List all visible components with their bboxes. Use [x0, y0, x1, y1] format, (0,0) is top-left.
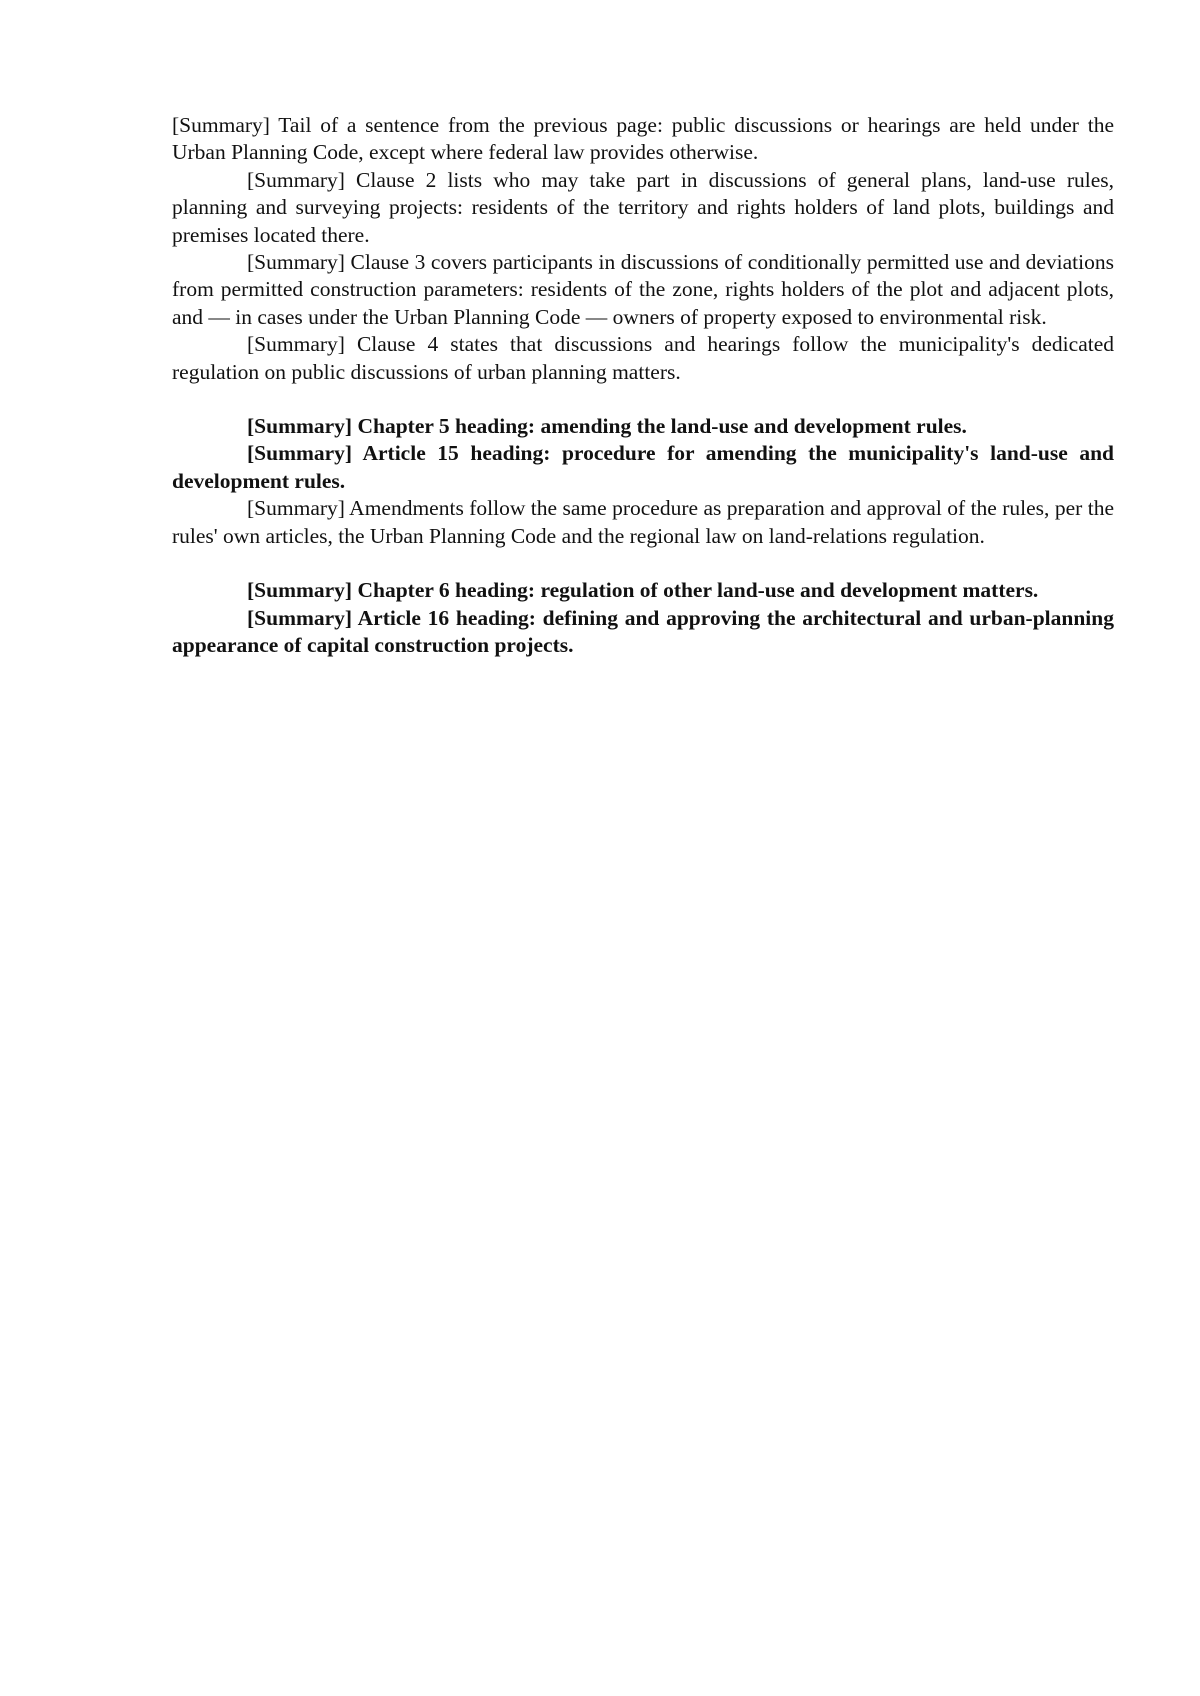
chapter-5-heading: [Summary] Chapter 5 heading: amending the land-use and development rules.	[247, 414, 967, 439]
article-16-heading: [Summary] Article 16 heading: defining and approving the architectural and urban-planning appearance of capital construction projects.	[172, 605, 1114, 657]
paragraph-continuation: [Summary] Tail of a sentence from the previous page: public discussions or hearings are held under the Urban Planning Code, except where federal law provides otherwise.	[172, 113, 1114, 165]
paragraph-clause-4: [Summary] Clause 4 states that discussions and hearings follow the municipality's dedicated regulation on public discussions of urban planning matters.	[172, 332, 1114, 384]
article-15-text: [Summary] Amendments follow the same procedure as preparation and approval of the rules, per the rules' own articles, the Urban Planning Code and the regional law on land-relations regulation.	[172, 496, 1114, 548]
document-page	[172, 112, 1114, 659]
paragraph-clause-3: [Summary] Clause 3 covers participants in discussions of conditionally permitted use and deviations from permitted construction parameters: residents of the zone, rights holders of the plot and adjacent plots, and — in cases under the Urban Planning Code — owners of property exposed to environmental risk.	[172, 250, 1114, 329]
chapter-6-heading: [Summary] Chapter 6 heading: regulation of other land-use and development matters.	[247, 578, 1039, 603]
paragraph-clause-2: [Summary] Clause 2 lists who may take part in discussions of general plans, land-use rules, planning and surveying projects: residents of the territory and rights holders of land plots, buildings and premises located there.	[172, 167, 1114, 247]
article-15-heading: [Summary] Article 15 heading: procedure for amending the municipality's land-use and development rules.	[172, 441, 1114, 493]
